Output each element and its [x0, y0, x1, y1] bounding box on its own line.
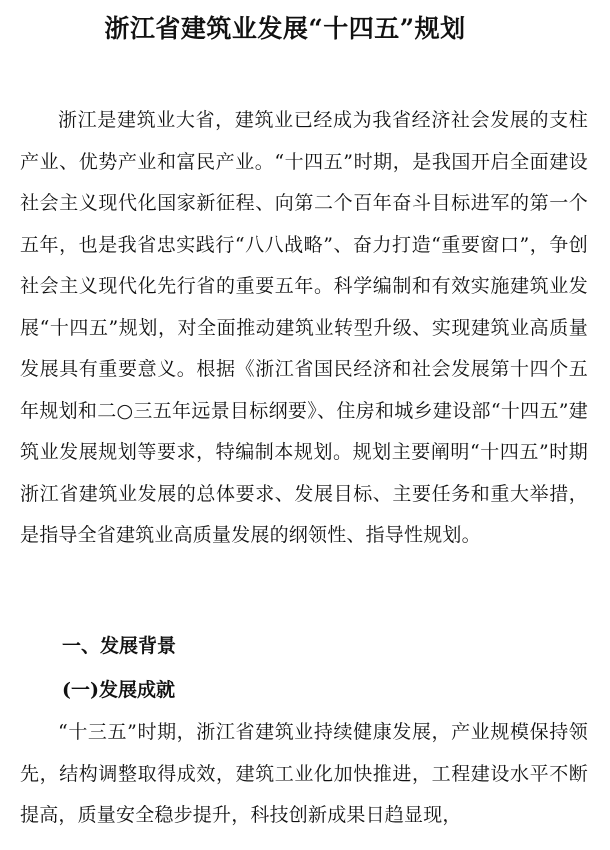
subsection-heading: (一)发展成就 — [62, 679, 175, 701]
intro-paragraph: 浙江是建筑业大省，建筑业已经成为我省经济社会发展的支柱产业、优势产业和富民产业。“十四五”时期，是我国开启全面建设社会主义现代化国家新征程、向第二个百年奋斗目标进军的第一个五年，也是我省忠实践行“八八战略”、奋力打造“重要窗口”，争创社会主义现代化先行省的重要五年。科学编制和有效实施建筑业发展“十四五”规划，对全面推动建筑业转型升级、实现建筑业高质量发展具有重要意义。根据《浙江省国民经济和社会发展第十四个五年规划和二○三五年远景目标纲要》、住房和城乡建设部“十四五”建筑业发展规划等要求，特编制本规划。规划主要阐明“十四五”时期浙江省建筑业发展的总体要求、发展目标、主要任务和重大举措，是指导全省建筑业高质量发展的纲领性、指导性规划。 — [20, 109, 588, 546]
document-title: 浙江省建筑业发展“十四五”规划 — [104, 14, 466, 43]
achievements-paragraph: “十三五”时期，浙江省建筑业持续健康发展，产业规模保持领先，结构调整取得成效，建筑工业化加快推进，工程建设水平不断提高，质量安全稳步提升，科技创新成果日趋显现， — [20, 721, 588, 826]
section-heading: 一、发展背景 — [62, 635, 177, 657]
